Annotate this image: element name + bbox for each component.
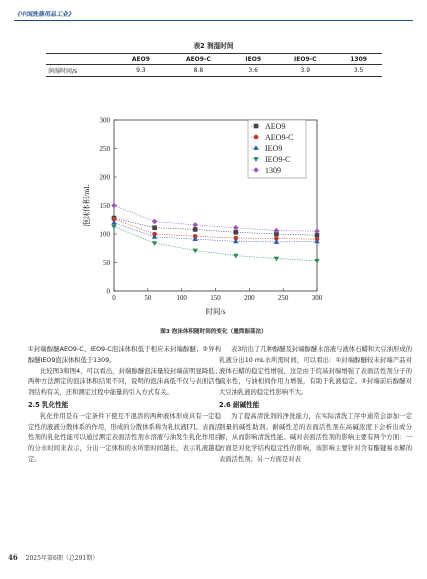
table-cell: 9.3 (116, 65, 166, 77)
legend-label: IEO9 (265, 144, 283, 153)
table-header-cell: AEO9-C (166, 54, 231, 65)
data-point (111, 203, 117, 209)
legend-label: AEO9-C (265, 133, 294, 142)
y-tick-label: 300 (99, 116, 110, 125)
table-header-row (46, 54, 382, 65)
issue-info: 2025年第6期（总291期） (25, 555, 99, 562)
y-tick-label: 150 (99, 202, 110, 210)
wetting-time-table (46, 53, 382, 77)
data-point (314, 259, 319, 264)
table-header-cell: AEO9 (116, 54, 166, 65)
x-tick-label: 50 (144, 294, 152, 302)
legend-label: 1309 (265, 166, 281, 175)
paragraph: 乳化作用是在一定条件下使互不混溶的两种液体形成具有一定稳定性的液液分散体系的作用，形成的分散体系称为乳状液[7]。表面活性剂的乳化性能可以通过测定表面活性剂水溶液与油发生乳化作用后的分水时间来表示，分出一定体积的水所需时间越长，表示乳液越稳定。 (28, 412, 221, 463)
x-tick-label: 100 (176, 294, 187, 302)
data-point (234, 230, 239, 235)
x-tick-label: 300 (311, 294, 323, 302)
y-axis-label: 泡沫体积/mL (82, 184, 91, 227)
page-footer (8, 553, 98, 562)
page-number: 46 (8, 553, 18, 562)
y-tick-label: 200 (99, 173, 110, 182)
left-column (28, 345, 221, 466)
x-axis-label: 时间/s (205, 307, 226, 316)
paragraph: 表3给出了几种醇醚及封端醇醚水溶液与液体石蜡和大豆油形成的乳液分出10 mL水所需时间，可以看出：①封端醇醚较未封端产品对液体石蜡的稳定性增强，这是由于烷基封端增强了表面活性剂分子的疏水性，与油相间作用力增强，有助于乳液稳定。②封端前后醇醚对大豆油乳液的稳定性影响不大。 (219, 346, 412, 397)
paragraph: 为了提高清洗剂的净洗能力，在实际清洗工序中通常会添加一定剂量的碱性助剂。耐碱性差的表面活性剂在高碱浓度下会析出或分解，从而影响清洗性能。碱对表面活性剂的影响主要有两个方面：一方面是对化学结构稳定性的影响，该影响主要针对含有酯键易水解的表面活性剂；另一方面是对表 (219, 412, 412, 463)
x-tick-label: 250 (277, 294, 289, 302)
journal-title: 《中国洗涤用品工业》 (14, 11, 75, 18)
data-point (193, 227, 198, 232)
legend-label: IEO9-C (265, 155, 291, 164)
legend-label: AEO9 (265, 122, 286, 131)
y-tick-label: 100 (99, 230, 110, 239)
series-line (114, 206, 317, 232)
series-line (114, 219, 317, 239)
data-point (152, 225, 157, 230)
y-tick-label: 50 (103, 259, 110, 267)
paragraph: 比较图3和图4，可以看出，封端醇醚泡沫量较封端前明显降低；两种方法测定的泡沫体积结果不同，说明的泡沫高低不仅与表面活性剂结构有关，还和测定过程中能量的引入方式有关。 (28, 367, 221, 397)
right-column (219, 345, 412, 466)
table-cell: 3.9 (275, 65, 335, 77)
x-tick-label: 0 (112, 294, 116, 302)
series-line (114, 218, 317, 235)
foam-volume-chart (0, 108, 427, 326)
table-header-cell: IEO9 (231, 54, 275, 65)
section-heading: 2.6 耐碱性能 (219, 400, 260, 409)
data-point (192, 222, 198, 228)
data-point (152, 219, 158, 225)
table-header-cell: 1309 (335, 54, 382, 65)
paragraph: ①封端醇醚AEO9-C、IEO9-C泡沫体积低于相应未封端醇醚；②异构醇醚IEO9泡沫体积低于1309。 (28, 346, 221, 364)
data-point (233, 254, 238, 259)
data-point (274, 257, 279, 262)
x-tick-label: 200 (244, 294, 255, 302)
series-line (114, 227, 317, 261)
table-row (46, 65, 382, 77)
section-heading: 2.5 乳化性能 (28, 400, 69, 409)
table-cell: 8.8 (166, 65, 231, 77)
table-row-label: 润湿时间/s (46, 65, 116, 77)
table-cell: 3.6 (231, 65, 275, 77)
figure-caption: 图3 泡沫体积随时间的变化（量筒振荡法） (160, 329, 267, 335)
data-point (233, 225, 239, 231)
legend-marker (254, 124, 259, 129)
data-point (111, 225, 116, 230)
table-header-cell (46, 54, 116, 65)
x-tick-label: 150 (210, 294, 221, 302)
table-header-cell: IEO9-C (275, 54, 335, 65)
table-caption: 表2 润湿时间 (193, 42, 234, 50)
table-cell: 3.5 (335, 65, 382, 77)
y-tick-label: 0 (106, 287, 110, 296)
y-tick-label: 250 (99, 145, 110, 153)
header-rule (14, 20, 413, 21)
legend-marker (254, 135, 259, 140)
